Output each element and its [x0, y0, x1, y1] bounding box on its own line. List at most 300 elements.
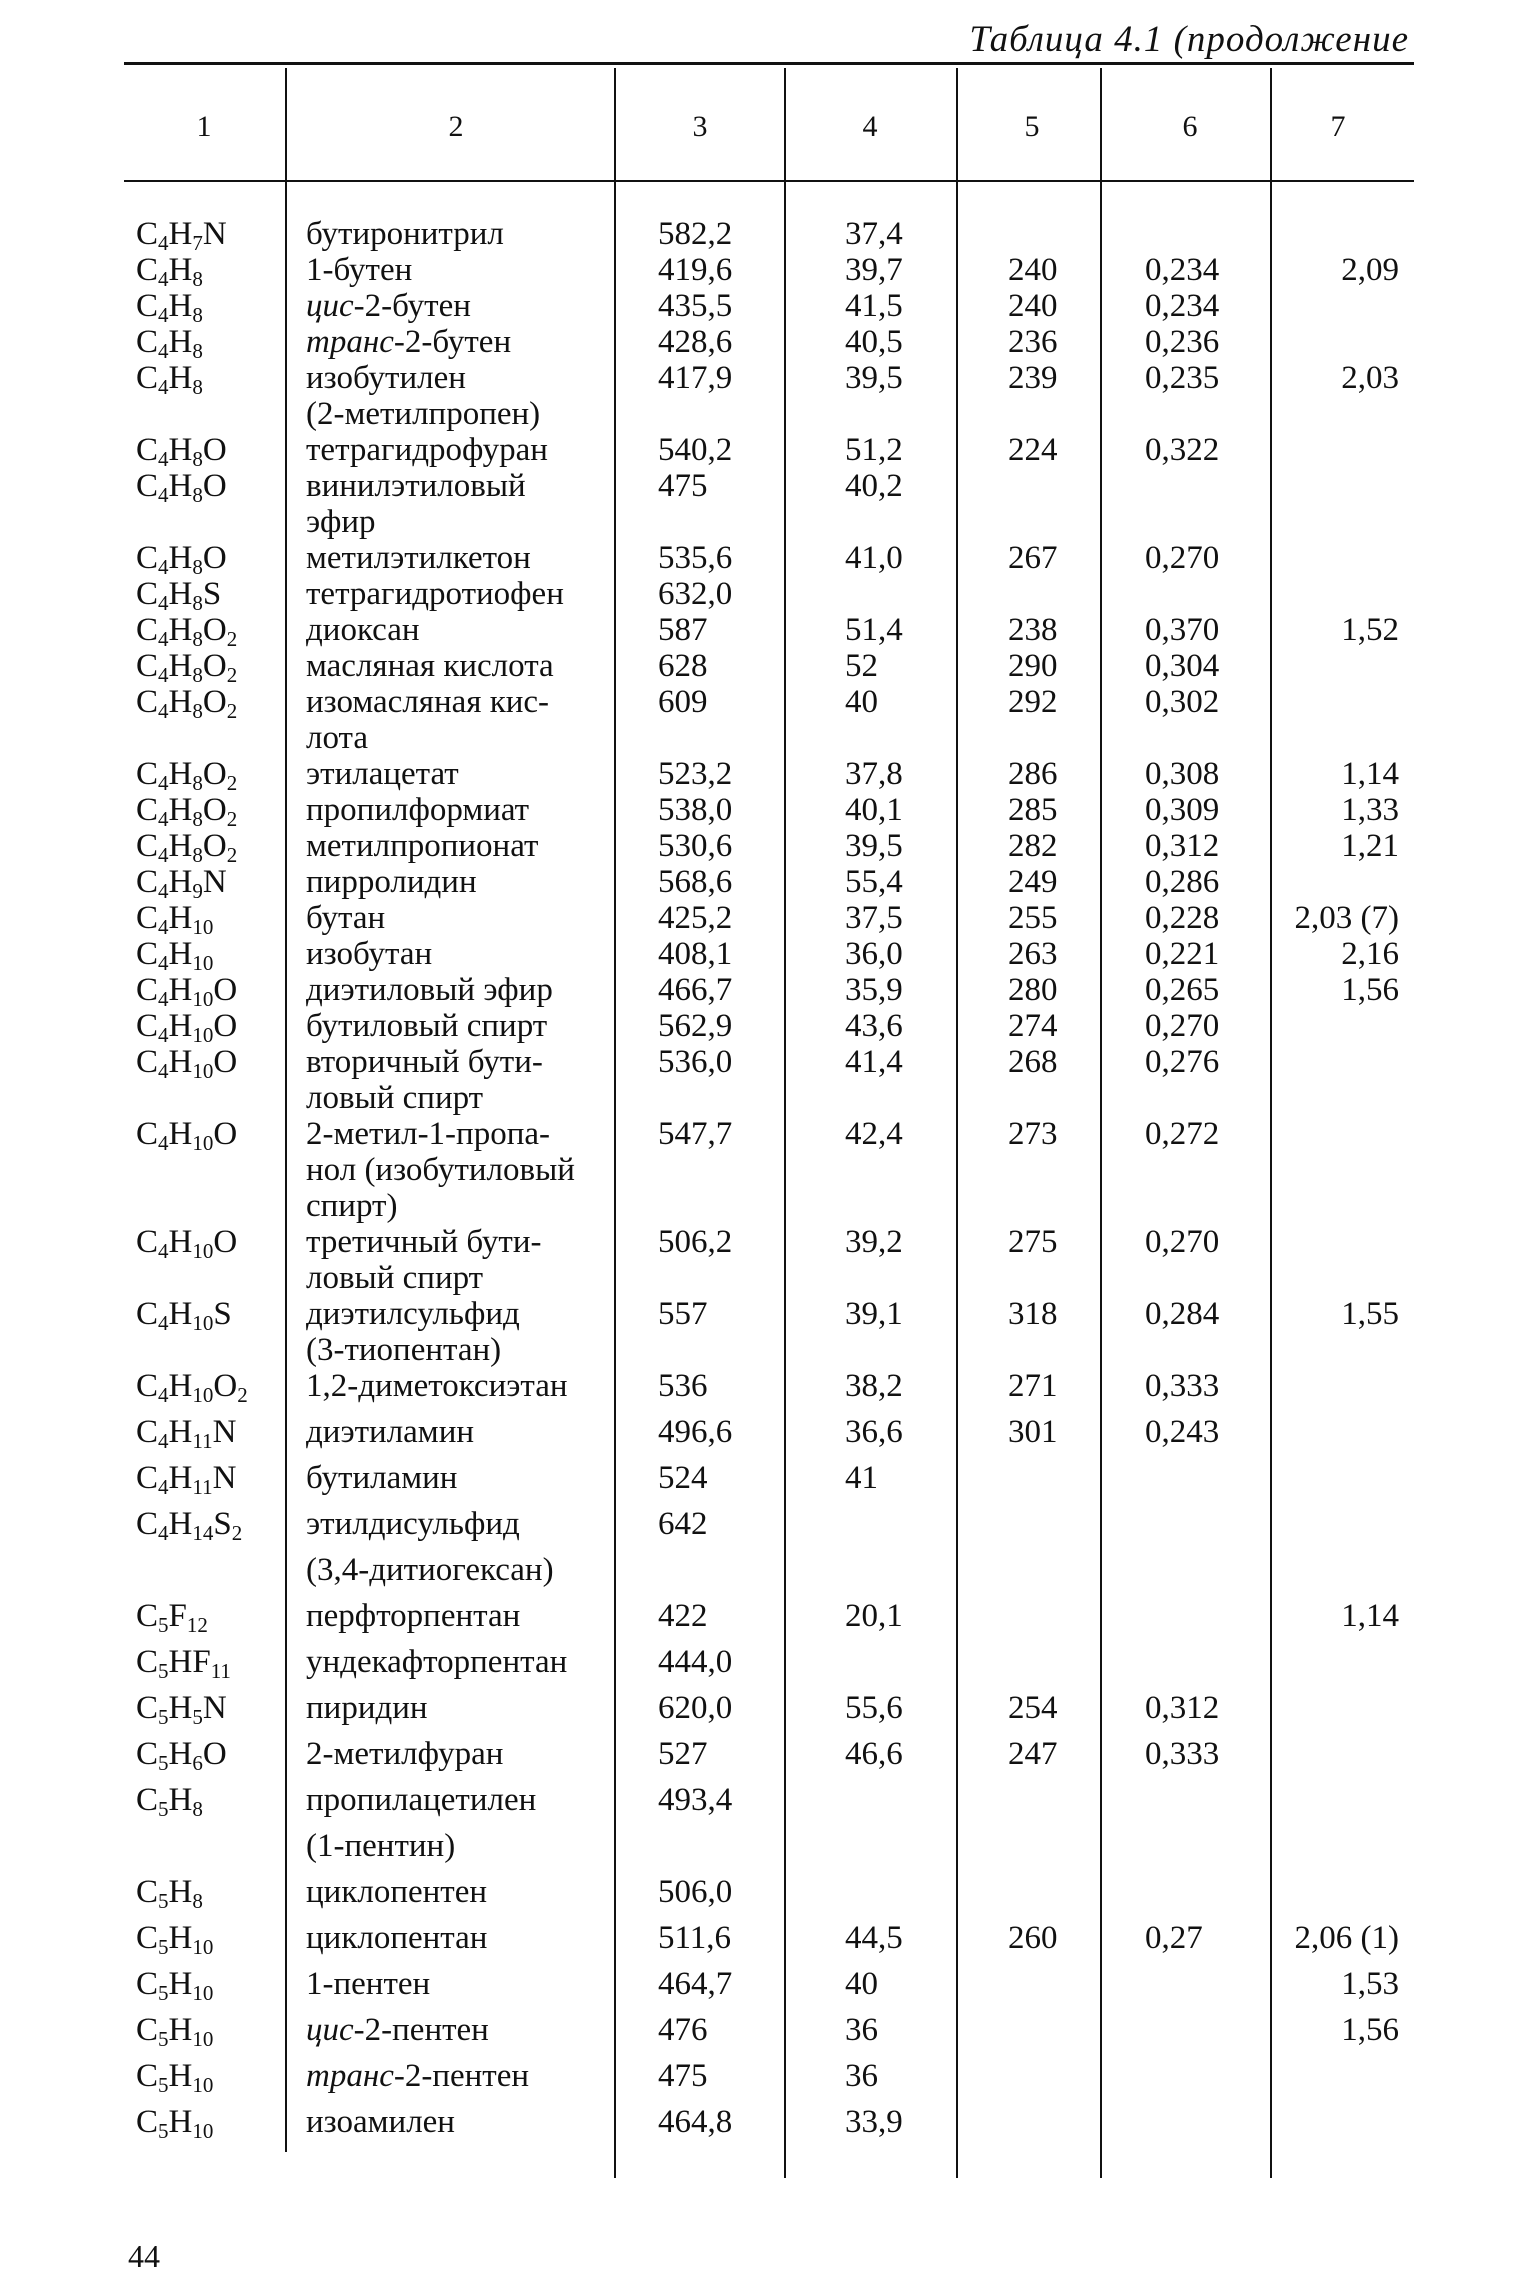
- formula-symbol: C: [136, 1044, 159, 1080]
- value-cell-v5: 263: [1008, 936, 1058, 972]
- formula-symbol: H: [168, 2058, 193, 2094]
- value-cell-v6: 0,308: [1145, 756, 1220, 792]
- name-text: ундекафторпентан: [306, 1644, 568, 1680]
- formula-cell: [136, 1598, 208, 1637]
- value-cell-v5: 273: [1008, 1116, 1058, 1152]
- formula-symbol: HF: [168, 1644, 211, 1680]
- formula-symbol: H: [168, 576, 193, 612]
- formula-symbol: H: [168, 252, 193, 288]
- formula-symbol: H: [168, 648, 193, 684]
- formula-subscript: 4: [158, 555, 169, 579]
- name-text: изобутилен: [306, 360, 466, 396]
- formula-subscript: 11: [192, 1429, 213, 1453]
- table-row: [0, 216, 1539, 256]
- value-cell-v6: 0,333: [1145, 1368, 1220, 1404]
- formula-symbol: H: [168, 1368, 193, 1404]
- compound-name-cell: [306, 540, 531, 576]
- formula-symbol: H: [168, 1296, 193, 1332]
- formula-symbol: H: [168, 540, 193, 576]
- formula-symbol: H: [168, 2104, 193, 2140]
- formula-subscript: 4: [158, 339, 169, 363]
- value-cell-v4: 39,1: [845, 1296, 903, 1332]
- name-text: лота: [306, 720, 369, 756]
- name-text: изобутан: [306, 936, 433, 972]
- formula-subscript: 4: [158, 879, 169, 903]
- formula-symbol: N: [212, 1460, 237, 1496]
- name-text: спирт): [306, 1188, 398, 1224]
- formula-cell: [136, 1506, 243, 1545]
- formula-symbol: C: [136, 324, 159, 360]
- name-text: (1-пентин): [306, 1828, 456, 1864]
- formula-subscript: 8: [192, 1889, 203, 1913]
- formula-subscript: 4: [158, 1311, 169, 1335]
- compound-name-cell: [306, 1044, 543, 1080]
- compound-name-cell: [306, 468, 526, 504]
- formula-subscript: 8: [192, 663, 203, 687]
- name-text: диэтиламин: [306, 1414, 475, 1450]
- formula-subscript: 10: [192, 1383, 214, 1407]
- value-cell-v4: 37,4: [845, 216, 903, 252]
- formula-cell: [136, 1044, 238, 1083]
- formula-symbol: H: [168, 864, 193, 900]
- formula-subscript: 10: [192, 1239, 214, 1263]
- formula-subscript: 4: [158, 1023, 169, 1047]
- formula-subscript: 10: [192, 1935, 214, 1959]
- value-cell-v3: 417,9: [658, 360, 733, 396]
- compound-name-cell: [306, 360, 466, 396]
- formula-symbol: C: [136, 1368, 159, 1404]
- value-cell-v4: 36,6: [845, 1414, 903, 1450]
- formula-subscript: 4: [158, 807, 169, 831]
- value-cell-v5: 267: [1008, 540, 1058, 576]
- name-text: циклопентан: [306, 1920, 488, 1956]
- formula-symbol: C: [136, 1506, 159, 1542]
- formula-symbol: O: [213, 972, 238, 1008]
- value-cell-v3: 527: [658, 1736, 708, 1772]
- formula-cell: [136, 864, 227, 903]
- name-text: вторичный бути-: [306, 1044, 543, 1080]
- table-row: [0, 1828, 1539, 1868]
- formula-symbol: O: [202, 648, 227, 684]
- name-text: (3,4-дитиогексан): [306, 1552, 554, 1588]
- table-row: [0, 1116, 1539, 1156]
- compound-name-cell: [306, 720, 368, 756]
- formula-symbol: N: [202, 216, 227, 252]
- formula-cell: [136, 1224, 238, 1263]
- compound-name-cell: [306, 1506, 520, 1542]
- name-text: изомасляная кис-: [306, 684, 550, 720]
- value-cell-v6: 0,333: [1145, 1736, 1220, 1772]
- table-row: [0, 252, 1539, 292]
- formula-subscript: 4: [158, 447, 169, 471]
- formula-subscript: 14: [192, 1521, 214, 1545]
- table-row: [0, 720, 1539, 760]
- formula-symbol: O: [202, 756, 227, 792]
- formula-symbol: H: [168, 1920, 193, 1956]
- value-cell-v4: 39,7: [845, 252, 903, 288]
- formula-symbol: H: [168, 1116, 193, 1152]
- name-text: этилацетат: [306, 756, 459, 792]
- formula-cell: [136, 2058, 214, 2097]
- formula-symbol: F: [168, 1598, 187, 1634]
- formula-symbol: C: [136, 288, 159, 324]
- value-cell-v3: 475: [658, 2058, 708, 2094]
- formula-symbol: O: [202, 828, 227, 864]
- compound-name-cell: [306, 2012, 489, 2048]
- formula-subscript: 5: [158, 1613, 169, 1637]
- table-row: [0, 2104, 1539, 2144]
- value-cell-v7: 2,03: [1341, 360, 1399, 396]
- formula-symbol: O: [202, 792, 227, 828]
- formula-symbol: N: [202, 1690, 227, 1726]
- name-text: ловый спирт: [306, 1080, 484, 1116]
- value-cell-v5: 301: [1008, 1414, 1058, 1450]
- value-cell-v6: 0,312: [1145, 828, 1220, 864]
- value-cell-v7: 1,33: [1341, 792, 1399, 828]
- formula-subscript: 4: [158, 1475, 169, 1499]
- formula-symbol: C: [136, 1116, 159, 1152]
- value-cell-v6: 0,270: [1145, 1008, 1220, 1044]
- table-row: [0, 1044, 1539, 1084]
- formula-subscript: 10: [192, 1023, 214, 1047]
- value-cell-v4: 41,5: [845, 288, 903, 324]
- value-cell-v5: 280: [1008, 972, 1058, 1008]
- value-cell-v6: 0,304: [1145, 648, 1220, 684]
- table-row: [0, 288, 1539, 328]
- value-cell-v5: 239: [1008, 360, 1058, 396]
- formula-cell: [136, 1782, 203, 1821]
- formula-subscript: 4: [158, 375, 169, 399]
- value-cell-v6: 0,272: [1145, 1116, 1220, 1152]
- name-text: метилпропионат: [306, 828, 539, 864]
- compound-name-cell: [306, 2104, 455, 2140]
- formula-subscript: 10: [192, 2073, 214, 2097]
- formula-subscript: 8: [192, 447, 203, 471]
- formula-subscript: 8: [192, 807, 203, 831]
- formula-symbol: O: [213, 1224, 238, 1260]
- value-cell-v3: 493,4: [658, 1782, 733, 1818]
- table-row: [0, 1644, 1539, 1684]
- name-text: диэтилсульфид: [306, 1296, 520, 1332]
- formula-symbol: H: [168, 1460, 193, 1496]
- table-row: [0, 1332, 1539, 1372]
- value-cell-v5: 271: [1008, 1368, 1058, 1404]
- formula-symbol: H: [168, 1224, 193, 1260]
- formula-symbol: C: [136, 1296, 159, 1332]
- name-text: этилдисульфид: [306, 1506, 520, 1542]
- value-cell-v6: 0,270: [1145, 1224, 1220, 1260]
- formula-subscript: 10: [192, 987, 214, 1011]
- formula-cell: [136, 360, 203, 399]
- formula-symbol: C: [136, 612, 159, 648]
- table-row: [0, 1224, 1539, 1264]
- value-cell-v4: 20,1: [845, 1598, 903, 1634]
- table-row: [0, 1920, 1539, 1960]
- formula-cell: [136, 792, 238, 831]
- formula-symbol: H: [168, 1690, 193, 1726]
- value-cell-v5: 247: [1008, 1736, 1058, 1772]
- value-cell-v3: 428,6: [658, 324, 733, 360]
- formula-cell: [136, 288, 203, 327]
- formula-symbol: C: [136, 684, 159, 720]
- formula-subscript: 2: [226, 627, 238, 651]
- table-row: [0, 1080, 1539, 1120]
- formula-subscript: 5: [158, 1889, 169, 1913]
- formula-symbol: H: [168, 972, 193, 1008]
- formula-symbol: O: [202, 540, 227, 576]
- table-row: [0, 468, 1539, 508]
- table-row: [0, 1874, 1539, 1914]
- value-cell-v4: 39,5: [845, 360, 903, 396]
- value-cell-v7: 2,06 (1): [1294, 1920, 1399, 1956]
- formula-symbol: H: [168, 1782, 193, 1818]
- value-cell-v3: 475: [658, 468, 708, 504]
- name-text: 1-бутен: [306, 252, 413, 288]
- formula-symbol: C: [136, 468, 159, 504]
- formula-subscript: 8: [192, 303, 203, 327]
- formula-subscript: 11: [210, 1659, 231, 1683]
- name-prefix: транс: [306, 324, 394, 360]
- formula-subscript: 10: [192, 915, 214, 939]
- value-cell-v4: 36: [845, 2012, 878, 2048]
- value-cell-v3: 408,1: [658, 936, 733, 972]
- table-row: [0, 828, 1539, 868]
- value-cell-v4: 41,0: [845, 540, 903, 576]
- formula-cell: [136, 1008, 238, 1047]
- formula-symbol: C: [136, 576, 159, 612]
- column-header-5: 5: [1024, 110, 1040, 143]
- formula-cell: [136, 1874, 203, 1913]
- formula-subscript: 4: [158, 483, 169, 507]
- compound-name-cell: [306, 2058, 529, 2094]
- formula-subscript: 4: [158, 627, 169, 651]
- table-row: [0, 504, 1539, 544]
- name-text: пропилформиат: [306, 792, 530, 828]
- formula-subscript: 5: [192, 1705, 203, 1729]
- table-row: [0, 648, 1539, 688]
- formula-symbol: C: [136, 756, 159, 792]
- formula-cell: [136, 900, 214, 939]
- value-cell-v3: 530,6: [658, 828, 733, 864]
- formula-subscript: 5: [158, 2119, 169, 2143]
- name-text: перфторпентан: [306, 1598, 521, 1634]
- value-cell-v5: 274: [1008, 1008, 1058, 1044]
- formula-subscript: 5: [158, 1797, 169, 1821]
- formula-cell: [136, 432, 227, 471]
- column-header-2: 2: [448, 110, 464, 143]
- compound-name-cell: [306, 1080, 483, 1116]
- value-cell-v6: 0,284: [1145, 1296, 1220, 1332]
- table-row: [0, 1690, 1539, 1730]
- value-cell-v5: 292: [1008, 684, 1058, 720]
- compound-name-cell: [306, 396, 540, 432]
- formula-symbol: O: [202, 612, 227, 648]
- formula-symbol: C: [136, 540, 159, 576]
- value-cell-v3: 568,6: [658, 864, 733, 900]
- value-cell-v3: 524: [658, 1460, 708, 1496]
- formula-subscript: 2: [226, 771, 238, 795]
- value-cell-v4: 40: [845, 684, 878, 720]
- formula-symbol: O: [213, 1044, 238, 1080]
- value-cell-v5: 224: [1008, 432, 1058, 468]
- value-cell-v5: 282: [1008, 828, 1058, 864]
- name-text: -2-пентен: [393, 2058, 530, 2094]
- name-text: бутиловый спирт: [306, 1008, 548, 1044]
- compound-name-cell: [306, 1598, 520, 1634]
- formula-symbol: H: [168, 1044, 193, 1080]
- formula-subscript: 5: [158, 1935, 169, 1959]
- formula-subscript: 10: [192, 951, 214, 975]
- name-text: 1,2-диметоксиэтан: [306, 1368, 568, 1404]
- value-cell-v3: 562,9: [658, 1008, 733, 1044]
- formula-cell: [136, 1414, 237, 1453]
- formula-symbol: C: [136, 1782, 159, 1818]
- formula-cell: [136, 1460, 237, 1499]
- compound-name-cell: [306, 432, 548, 468]
- value-cell-v4: 42,4: [845, 1116, 903, 1152]
- formula-symbol: C: [136, 828, 159, 864]
- value-cell-v4: 35,9: [845, 972, 903, 1008]
- table-row: [0, 396, 1539, 436]
- value-cell-v3: 425,2: [658, 900, 733, 936]
- name-text: винилэтиловый: [306, 468, 526, 504]
- name-text: пропилацетилен: [306, 1782, 537, 1818]
- value-cell-v5: 318: [1008, 1296, 1058, 1332]
- formula-symbol: S: [213, 1506, 232, 1542]
- compound-name-cell: [306, 1828, 455, 1864]
- value-cell-v5: 286: [1008, 756, 1058, 792]
- formula-symbol: C: [136, 1414, 159, 1450]
- formula-symbol: C: [136, 1690, 159, 1726]
- value-cell-v4: 37,8: [845, 756, 903, 792]
- value-cell-v4: 33,9: [845, 2104, 903, 2140]
- name-prefix: транс: [306, 2058, 394, 2094]
- compound-name-cell: [306, 576, 564, 612]
- table-row: [0, 1460, 1539, 1500]
- value-cell-v5: 268: [1008, 1044, 1058, 1080]
- value-cell-v4: 39,5: [845, 828, 903, 864]
- table-row: [0, 936, 1539, 976]
- value-cell-v4: 39,2: [845, 1224, 903, 1260]
- value-cell-v6: 0,228: [1145, 900, 1220, 936]
- formula-subscript: 4: [158, 231, 169, 255]
- name-text: ловый спирт: [306, 1260, 484, 1296]
- compound-name-cell: [306, 1260, 483, 1296]
- formula-cell: [136, 1920, 214, 1959]
- formula-subscript: 4: [158, 1239, 169, 1263]
- formula-symbol: H: [168, 1736, 193, 1772]
- value-cell-v4: 46,6: [845, 1736, 903, 1772]
- formula-subscript: 11: [192, 1475, 213, 1499]
- formula-cell: [136, 216, 227, 255]
- value-cell-v3: 582,2: [658, 216, 733, 252]
- value-cell-v4: 40,5: [845, 324, 903, 360]
- compound-name-cell: [306, 1552, 554, 1588]
- name-text: 2-метилфуран: [306, 1736, 504, 1772]
- compound-name-cell: [306, 1782, 536, 1818]
- formula-symbol: H: [168, 2012, 193, 2048]
- formula-subscript: 4: [158, 303, 169, 327]
- value-cell-v7: 1,21: [1341, 828, 1399, 864]
- value-cell-v3: 609: [658, 684, 708, 720]
- table-row: [0, 1966, 1539, 2006]
- compound-name-cell: [306, 1116, 550, 1152]
- value-cell-v4: 40,2: [845, 468, 903, 504]
- table-row: [0, 972, 1539, 1012]
- formula-subscript: 4: [158, 987, 169, 1011]
- value-cell-v7: 1,14: [1341, 1598, 1399, 1634]
- compound-name-cell: [306, 648, 554, 684]
- value-cell-v3: 620,0: [658, 1690, 733, 1726]
- formula-subscript: 4: [158, 951, 169, 975]
- value-cell-v7: 2,09: [1341, 252, 1399, 288]
- formula-subscript: 10: [192, 2119, 214, 2143]
- value-cell-v5: 255: [1008, 900, 1058, 936]
- formula-symbol: O: [213, 1368, 238, 1404]
- value-cell-v6: 0,302: [1145, 684, 1220, 720]
- formula-symbol: H: [168, 1414, 193, 1450]
- value-cell-v4: 52: [845, 648, 878, 684]
- name-text: тетрагидротиофен: [306, 576, 564, 612]
- formula-subscript: 4: [158, 915, 169, 939]
- formula-subscript: 8: [192, 627, 203, 651]
- formula-subscript: 5: [158, 1705, 169, 1729]
- formula-subscript: 5: [158, 2073, 169, 2097]
- table-row: [0, 1368, 1539, 1408]
- formula-subscript: 2: [237, 1383, 248, 1407]
- value-cell-v6: 0,221: [1145, 936, 1220, 972]
- value-cell-v6: 0,370: [1145, 612, 1220, 648]
- formula-symbol: C: [136, 2012, 159, 2048]
- compound-name-cell: [306, 504, 376, 540]
- table-row: [0, 2058, 1539, 2098]
- name-text: бутиронитрил: [306, 216, 504, 252]
- value-cell-v6: 0,322: [1145, 432, 1220, 468]
- table-row: [0, 900, 1539, 940]
- formula-symbol: H: [168, 612, 193, 648]
- value-cell-v3: 536,0: [658, 1044, 733, 1080]
- formula-cell: [136, 2104, 214, 2143]
- formula-symbol: C: [136, 648, 159, 684]
- value-cell-v3: 547,7: [658, 1116, 733, 1152]
- compound-name-cell: [306, 1332, 501, 1368]
- compound-name-cell: [306, 1966, 430, 2002]
- value-cell-v4: 41,4: [845, 1044, 903, 1080]
- table-caption: Таблица 4.1 (продолжение: [969, 19, 1409, 60]
- value-cell-v3: 536: [658, 1368, 708, 1404]
- compound-name-cell: [306, 1296, 520, 1332]
- name-text: -2-бутен: [393, 324, 512, 360]
- formula-subscript: 4: [158, 1131, 169, 1155]
- formula-subscript: 4: [158, 771, 169, 795]
- formula-symbol: H: [168, 216, 193, 252]
- formula-cell: [136, 1296, 232, 1335]
- formula-cell: [136, 324, 203, 363]
- table-row: [0, 360, 1539, 400]
- formula-subscript: 5: [158, 2027, 169, 2051]
- formula-subscript: 8: [192, 339, 203, 363]
- compound-name-cell: [306, 756, 459, 792]
- value-cell-v5: 240: [1008, 252, 1058, 288]
- table-row: [0, 2012, 1539, 2052]
- table-row: [0, 1296, 1539, 1336]
- value-cell-v4: 43,6: [845, 1008, 903, 1044]
- formula-subscript: 10: [192, 1311, 214, 1335]
- table-row: [0, 864, 1539, 904]
- formula-symbol: H: [168, 936, 193, 972]
- formula-symbol: H: [168, 792, 193, 828]
- compound-name-cell: [306, 828, 538, 864]
